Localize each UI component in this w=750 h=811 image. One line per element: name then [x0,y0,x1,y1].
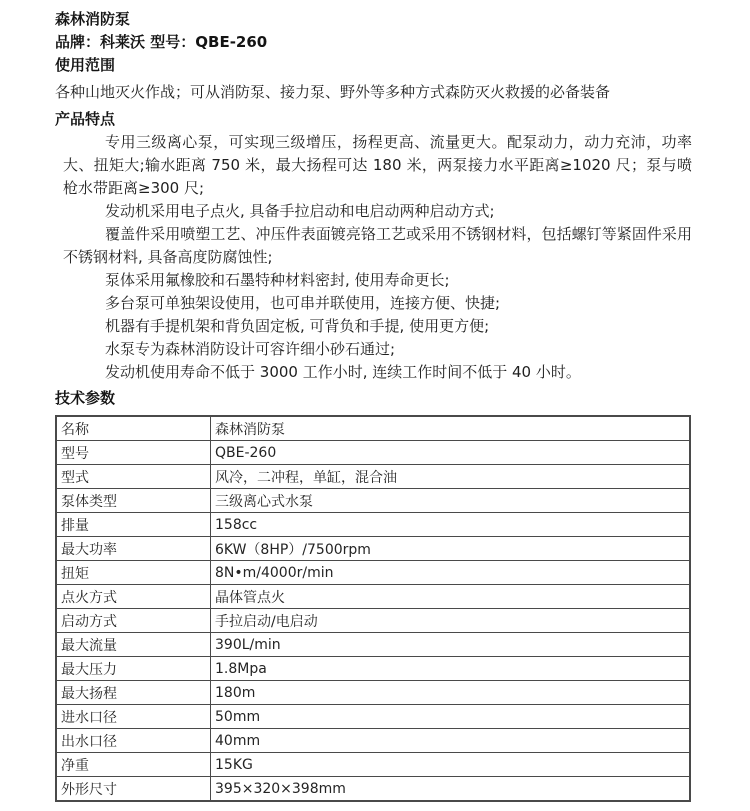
spec-label: 泵体类型 [56,489,211,513]
feature-paragraph: 机器有手提机架和背负固定板, 可背负和手提, 使用更方便; [105,317,490,335]
table-row [56,609,690,633]
spec-label: 名称 [56,416,211,441]
spec-label: 排量 [56,513,211,537]
table-row [56,537,690,561]
spec-value: 395×320×398mm [211,777,691,802]
feature-paragraph: 多台泵可单独架设使用，也可串并联使用，连接方便、快捷; [105,294,501,312]
brand-value: 科莱沃 [100,33,146,51]
table-row [56,561,690,585]
spec-value: 晶体管点火 [211,585,691,609]
features-section-heading: 产品特点 [55,110,116,128]
spec-label: 进水口径 [56,705,211,729]
table-row [56,441,690,465]
spec-value: 手拉启动/电启动 [211,609,691,633]
spec-label: 净重 [56,753,211,777]
spec-label: 最大扬程 [56,681,211,705]
model-value: QBE-260 [195,33,268,51]
table-row [56,465,690,489]
table-row [56,657,690,681]
spec-value: 8N•m/4000r/min [211,561,691,585]
table-row [56,729,690,753]
spec-value: 50mm [211,705,691,729]
table-row [56,753,690,777]
feature-paragraph: 发动机采用电子点火, 具备手拉启动和电启动两种启动方式; [105,202,495,220]
feature-paragraph: 水泵专为森林消防设计可容许细小砂石通过; [105,340,396,358]
table-row [56,513,690,537]
spec-value: 6KW（8HP）/7500rpm [211,537,691,561]
spec-label: 最大功率 [56,537,211,561]
spec-value: QBE-260 [211,441,691,465]
spec-label: 型号 [56,441,211,465]
features-list [55,131,692,384]
table-row [56,489,690,513]
model-label: 型号： [145,33,196,51]
table-row [56,633,690,657]
table-row [56,705,690,729]
brand-model-line [55,31,692,54]
table-row [56,416,690,441]
table-row [56,681,690,705]
spec-label: 型式 [56,465,211,489]
table-row [56,585,690,609]
page-title: 森林消防泵 [55,10,131,28]
feature-paragraph: 专用三级离心泵，可实现三级增压，扬程更高、流量更大。配泵动力，动力充沛，功率大、扭矩大;输水距离 750 米，最大扬程可达 180 米，两泵接力水平距离≥1020 尺；泵与喷枪水带距离≥300 尺; [63,133,692,197]
spec-value: 40mm [211,729,691,753]
usage-section-heading: 使用范围 [55,56,116,74]
feature-paragraph: 发动机使用寿命不低于 3000 工作小时, 连续工作时间不低于 40 小时。 [105,363,581,381]
spec-label: 出水口径 [56,729,211,753]
spec-label: 启动方式 [56,609,211,633]
feature-paragraph: 覆盖件采用喷塑工艺、冲压件表面镀亮铬工艺或采用不锈钢材料，包括螺钉等紧固件采用不锈钢材料, 具备高度防腐蚀性; [63,225,692,266]
feature-paragraph: 泵体采用氟橡胶和石墨特种材料密封, 使用寿命更长; [105,271,450,289]
usage-text: 各种山地灭火作战；可从消防泵、接力泵、野外等多种方式森防灭火救援的必备装备 [55,83,611,101]
brand-label: 品牌： [55,33,101,51]
spec-label: 点火方式 [56,585,211,609]
spec-label: 扭矩 [56,561,211,585]
table-row [56,777,690,802]
specs-section-heading: 技术参数 [55,389,116,407]
specs-table [55,415,691,802]
spec-label: 最大流量 [56,633,211,657]
spec-value: 180m [211,681,691,705]
spec-value: 三级离心式水泵 [211,489,691,513]
spec-value: 15KG [211,753,691,777]
spec-value: 森林消防泵 [211,416,691,441]
spec-label: 最大压力 [56,657,211,681]
spec-value: 风冷，二冲程，单缸，混合油 [211,465,691,489]
spec-label: 外形尺寸 [56,777,211,802]
spec-value: 390L/min [211,633,691,657]
spec-value: 158cc [211,513,691,537]
spec-value: 1.8Mpa [211,657,691,681]
